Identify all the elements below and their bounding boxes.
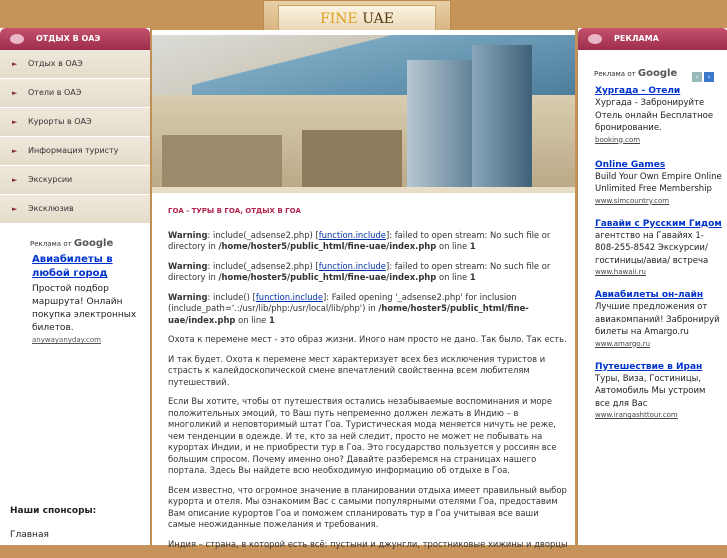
ad-title[interactable]: Гавайи с Русским Гидом: [595, 218, 722, 229]
function-include-link[interactable]: function.include: [255, 291, 324, 302]
ad-description: Хургада - Забронируйте Отель онлайн Бесплатное бронирование.: [595, 98, 714, 133]
nav-item-exclusive[interactable]: ► Эксклюзив: [0, 195, 150, 224]
ad-description: агентство на Гавайях 1-808-255-8542 Экскурсии/ гостиницы/авиа/ встреча: [595, 230, 709, 266]
article: [168, 206, 568, 558]
article-paragraph: И так будет. Охота к перемене мест характеризует всех без исключения туристов и страсть к калейдоскопической смене впечатлений свойственна всем любителям путешествий.: [168, 353, 546, 387]
prev-ad-button[interactable]: ‹: [692, 72, 702, 82]
section-icon: [588, 34, 602, 44]
hero-image: [152, 35, 575, 187]
right-sidebar-title: РЕКЛАМА: [614, 34, 659, 43]
ad-title[interactable]: Авиабилеты он-лайн: [595, 290, 704, 300]
ad-item: [578, 145, 727, 206]
arrow-icon: ►: [12, 60, 18, 68]
ad-url[interactable]: www.hawaii.ru: [595, 268, 646, 276]
article-paragraph: Если Вы хотите, чтобы от путешествия остались незабываемые воспоминания и море положительных эмоций, то Ваш путь непременно должен лежать в Индию – в многоликий и неповторимый штат Гоа. Туристическая мода меняется ничуть не реже, чем тенденции в одежде. И те, кто за ней следит, просто не может не побывать на курортах Индии, и не приобрести тур в Гоа. Это государство пользуется у россиян все большим спросом. Почему именно оно? Давайте разберемся на страницах нашего портала. Здесь Вы найдете всю необходимую информацию об отдыхе в Гоа.: [168, 396, 557, 475]
php-warning: Warning: include() [function.include]: Failed opening '_adsense2.php' for inclusion (include_path='.:/usr/lib/php:/usr/local/lib/php') in /home/hoster5/public_html/fine-uae/index.php on line 1: [168, 291, 529, 325]
ad-url[interactable]: booking.com: [595, 135, 641, 144]
nav-item-info[interactable]: ► Информация туристу: [0, 137, 150, 166]
ad-url[interactable]: anywayanyday.com: [32, 336, 101, 344]
arrow-icon: ►: [12, 118, 18, 126]
logo-fine: FINE: [320, 11, 358, 27]
arrow-icon: ►: [12, 205, 18, 213]
left-sidebar: [0, 28, 151, 545]
ad-item: [578, 206, 727, 278]
nav-item-excursions[interactable]: ► Экскурсии: [0, 166, 150, 195]
logo-text: [278, 5, 436, 33]
ad-description: Простой подбор маршрута! Онлайн покупка электронных билетов.: [32, 284, 137, 333]
left-sidebar-header: [0, 28, 150, 50]
article-paragraph: Всем известно, что огромное значение в планировании отдыха имеет правильный выбор курорта и отеля. Мы ознакомим Вас с самыми популярными отелями Гоа, предоставим Вам описание курортов Гоа и поможем спланировать тур в Гоа учитывая все ваши самые неожиданные пожелания и требования.: [168, 484, 567, 529]
left-sidebar-title: ОТДЫХ В ОАЭ: [36, 34, 101, 43]
ad-title[interactable]: Хургада - Отели: [595, 86, 681, 96]
hero-frame: [152, 187, 575, 193]
ad-title[interactable]: Путешествие в Иран: [595, 361, 703, 372]
function-include-link[interactable]: function.include: [318, 260, 386, 271]
php-warning: Warning: include(_adsense2.php) [function.include]: failed to open stream: No such file or directory in /home/hoster5/public_html/fine-uae/index.php on line 1: [168, 260, 551, 282]
ad-item: [578, 277, 727, 349]
ads-by-google[interactable]: Реклама от Google: [594, 68, 678, 79]
function-include-link[interactable]: function.include: [318, 229, 386, 240]
page-title: ГОА - ТУРЫ В ГОА, ОТДЫХ В ГОА: [168, 207, 301, 215]
right-sidebar: [577, 28, 727, 545]
ad-url[interactable]: www.irangashttour.com: [595, 411, 678, 419]
nav-item-oteli[interactable]: ► Отели в ОАЭ: [0, 79, 150, 108]
ads-by-google[interactable]: Реклама от Google: [30, 238, 114, 249]
ad-nav: [690, 72, 714, 82]
ad-description: Лучшие предложения от авиакомпаний! Забронируй билеты на Amargo.ru: [595, 302, 720, 337]
ad-block: [0, 249, 150, 345]
ad-url[interactable]: www.simcountry.com: [595, 196, 670, 205]
arrow-icon: ►: [12, 147, 18, 155]
ad-item: [578, 349, 727, 421]
home-link[interactable]: Главная: [10, 530, 49, 540]
ad-title[interactable]: Авиабилеты в любой город: [32, 254, 113, 279]
nav-menu: [0, 50, 150, 224]
php-warning: Warning: include(_adsense2.php) [function.include]: failed to open stream: No such file or directory in /home/hoster5/public_html/fine-uae/index.php on line 1: [168, 229, 551, 251]
article-paragraph: Индия – страна, в которой есть всё: пустыни и джунгли, тростниковые хижины и дворцы: [168, 538, 568, 549]
main-content: [152, 30, 575, 549]
ad-item: [578, 79, 727, 145]
arrow-icon: ►: [12, 176, 18, 184]
next-ad-button[interactable]: ›: [704, 72, 714, 82]
nav-item-otdyh[interactable]: ► Отдых в ОАЭ: [0, 50, 150, 79]
ad-description: Build Your Own Empire Online Unlimited Free Membership: [595, 171, 722, 194]
logo-uae: UAE: [362, 11, 394, 27]
right-sidebar-header: [578, 28, 727, 50]
article-paragraph: Охота к перемене мест - это образ жизни. Иного нам просто не дано. Так было. Так есть.: [168, 334, 567, 344]
ad-description: Туры, Виза, Гостиницы, Автомобиль Мы устроим все для Вас: [595, 373, 706, 409]
sponsors-heading: Наши спонсоры:: [10, 506, 97, 516]
ad-title[interactable]: Online Games: [595, 159, 666, 170]
nav-item-kurorty[interactable]: ► Курорты в ОАЭ: [0, 108, 150, 137]
arrow-icon: ►: [12, 89, 18, 97]
section-icon: [10, 34, 24, 44]
ad-url[interactable]: www.amargo.ru: [595, 339, 651, 348]
